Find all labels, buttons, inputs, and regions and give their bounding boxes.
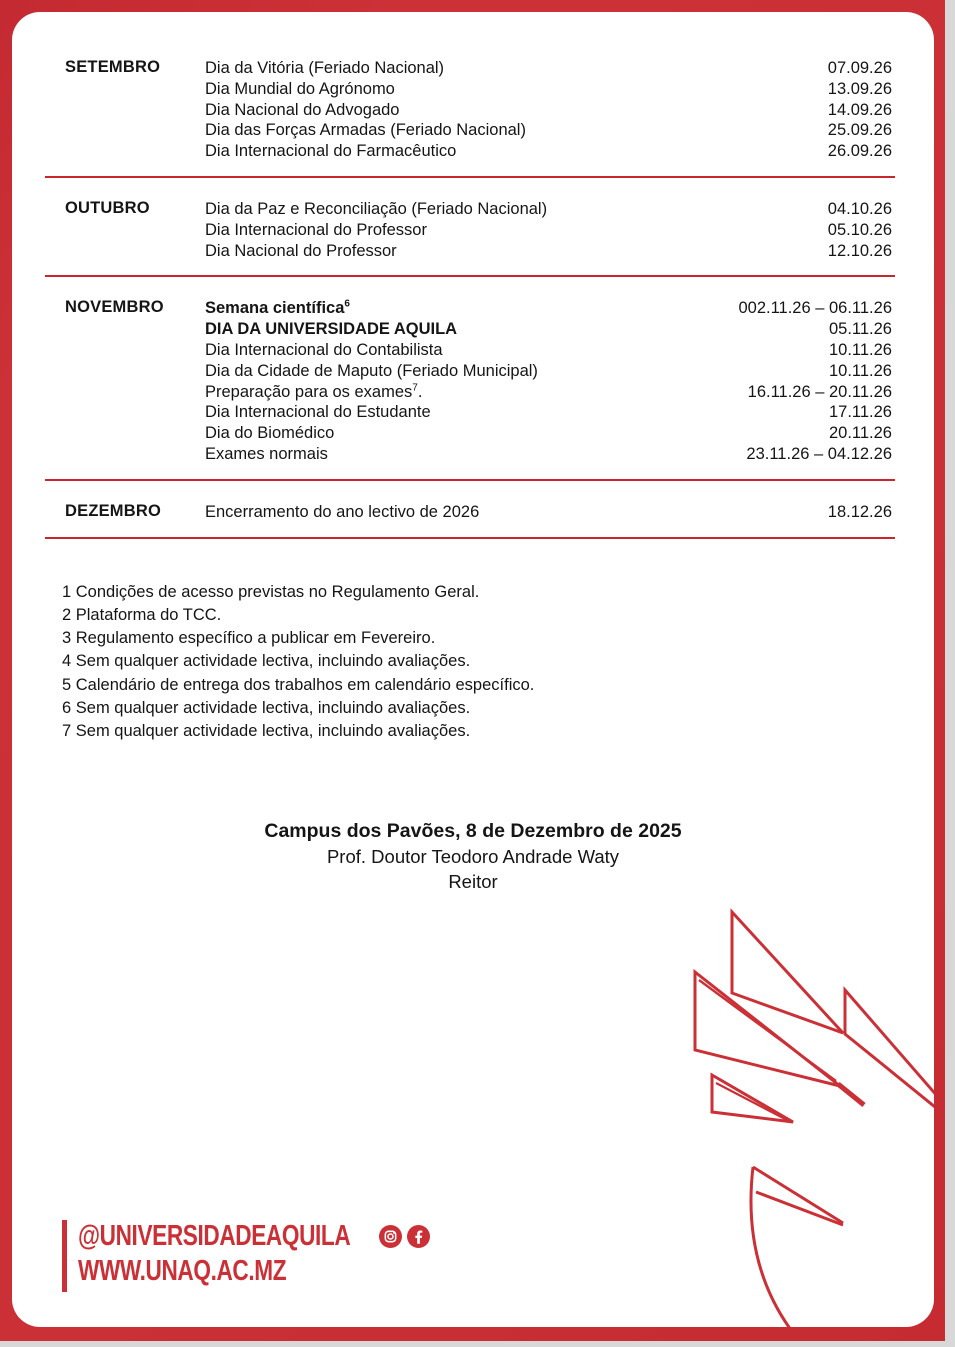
month-label: OUTUBRO	[65, 198, 150, 217]
calendar	[12, 12, 934, 539]
event-row	[205, 58, 892, 79]
aquila-wing-logo	[650, 890, 934, 1327]
event-row	[205, 241, 892, 262]
event-title: Dia Nacional do Advogado	[205, 100, 400, 119]
event-row	[205, 361, 892, 382]
event-rows	[205, 199, 892, 261]
event-title: Dia Nacional do Professor	[205, 241, 397, 260]
footnote-item: 5 Calendário de entrega dos trabalhos em calendário específico.	[62, 675, 535, 694]
event-title: DIA DA UNIVERSIDADE AQUILA	[205, 320, 458, 339]
event-title: Dia Mundial do Agrónomo	[205, 79, 395, 98]
footnote-item: 1 Condições de acesso previstas no Regulamento Geral.	[62, 582, 480, 601]
event-date: 16.11.26 – 20.11.26	[747, 382, 892, 401]
social-icons	[379, 1225, 430, 1248]
footnote-item: 3 Regulamento específico a publicar em Fevereiro.	[62, 629, 436, 648]
month-label: NOVEMBRO	[65, 298, 164, 317]
footer	[78, 1218, 430, 1288]
event-date: 07.09.26	[827, 59, 892, 77]
month-label: DEZEMBRO	[65, 501, 162, 520]
event-date: 17.11.26	[828, 403, 892, 422]
calendar-section-setembro	[12, 58, 934, 176]
footnotes	[62, 581, 874, 744]
event-row	[205, 220, 892, 241]
event-date: 05.11.26	[828, 320, 892, 339]
event-row	[205, 340, 892, 361]
event-date: 05.10.26	[827, 220, 892, 239]
social-handle: @UNIVERSIDADEAQUILA	[78, 1219, 351, 1252]
signature-name: Prof. Doutor Teodoro Andrade Waty	[326, 846, 620, 867]
event-row	[205, 444, 892, 465]
event-title: Semana científica$^6$	[205, 298, 350, 318]
event-date: 23.11.26 – 04.12.26	[746, 444, 892, 463]
event-row	[205, 502, 892, 523]
event-date: 04.10.26	[827, 199, 892, 218]
event-title: Dia Internacional do Farmacêutico	[205, 142, 457, 161]
event-title: Exames normais	[205, 444, 328, 463]
event-row	[205, 319, 892, 340]
signature-place-date: Campus dos Pavões, 8 de Dezembro de 2025	[264, 820, 682, 842]
month-label: SETEMBRO	[65, 58, 161, 76]
event-title: Dia Internacional do Contabilista	[205, 340, 443, 359]
event-row	[205, 298, 892, 319]
calendar-section-dezembro	[12, 481, 934, 537]
footnote-item: 6 Sem qualquer actividade lectiva, incluindo avaliações.	[62, 699, 471, 718]
document-page	[12, 12, 934, 1327]
event-row	[205, 382, 892, 403]
event-date: 13.09.26	[827, 79, 892, 98]
event-rows	[205, 502, 892, 523]
event-date: 18.12.26	[827, 502, 892, 521]
event-date: 26.09.26	[827, 142, 892, 161]
event-title: Dia das Forças Armadas (Feriado Nacional)	[205, 121, 526, 140]
event-title: Dia da Vitória (Feriado Nacional)	[205, 59, 445, 77]
calendar-section-novembro	[12, 277, 934, 478]
event-row	[205, 141, 892, 162]
event-rows	[205, 298, 892, 464]
event-date: 20.11.26	[828, 424, 892, 443]
event-title: Encerramento do ano lectivo de 2026	[205, 502, 480, 521]
event-date: 14.09.26	[827, 100, 892, 119]
event-row	[205, 79, 892, 100]
event-title: Preparação para os exames$^7$.	[205, 382, 423, 401]
signature-role: Reitor	[448, 871, 498, 892]
event-title: Dia do Biomédico	[205, 424, 335, 443]
event-date: 10.11.26	[828, 361, 892, 380]
footnote-item: 2 Plataforma do TCC.	[62, 605, 222, 624]
event-date: 002.11.26 – 06.11.26	[738, 299, 892, 318]
event-row	[205, 120, 892, 141]
event-date: 12.10.26	[827, 241, 892, 260]
footer-accent-bar	[62, 1220, 67, 1292]
event-row	[205, 100, 892, 121]
footnote-item: 4 Sem qualquer actividade lectiva, incluindo avaliações.	[62, 652, 471, 671]
event-row	[205, 199, 892, 220]
event-title: Dia Internacional do Estudante	[205, 403, 431, 422]
event-date: 25.09.26	[827, 121, 892, 140]
event-date: 10.11.26	[828, 340, 892, 359]
signature-block	[12, 818, 934, 894]
section-divider-rule	[45, 537, 895, 539]
event-title: Dia Internacional do Professor	[205, 220, 427, 239]
event-title: Dia da Cidade de Maputo (Feriado Municipal)	[205, 361, 538, 380]
event-row	[205, 402, 892, 423]
footnote-item: 7 Sem qualquer actividade lectiva, incluindo avaliações.	[62, 722, 471, 741]
calendar-section-outubro	[12, 178, 934, 275]
event-title: Dia da Paz e Reconciliação (Feriado Nacional)	[205, 199, 548, 218]
website-url: WWW.UNAQ.AC.MZ	[78, 1255, 287, 1287]
facebook-icon	[407, 1225, 430, 1248]
event-row	[205, 423, 892, 444]
event-rows	[205, 58, 892, 162]
instagram-icon	[379, 1225, 402, 1248]
